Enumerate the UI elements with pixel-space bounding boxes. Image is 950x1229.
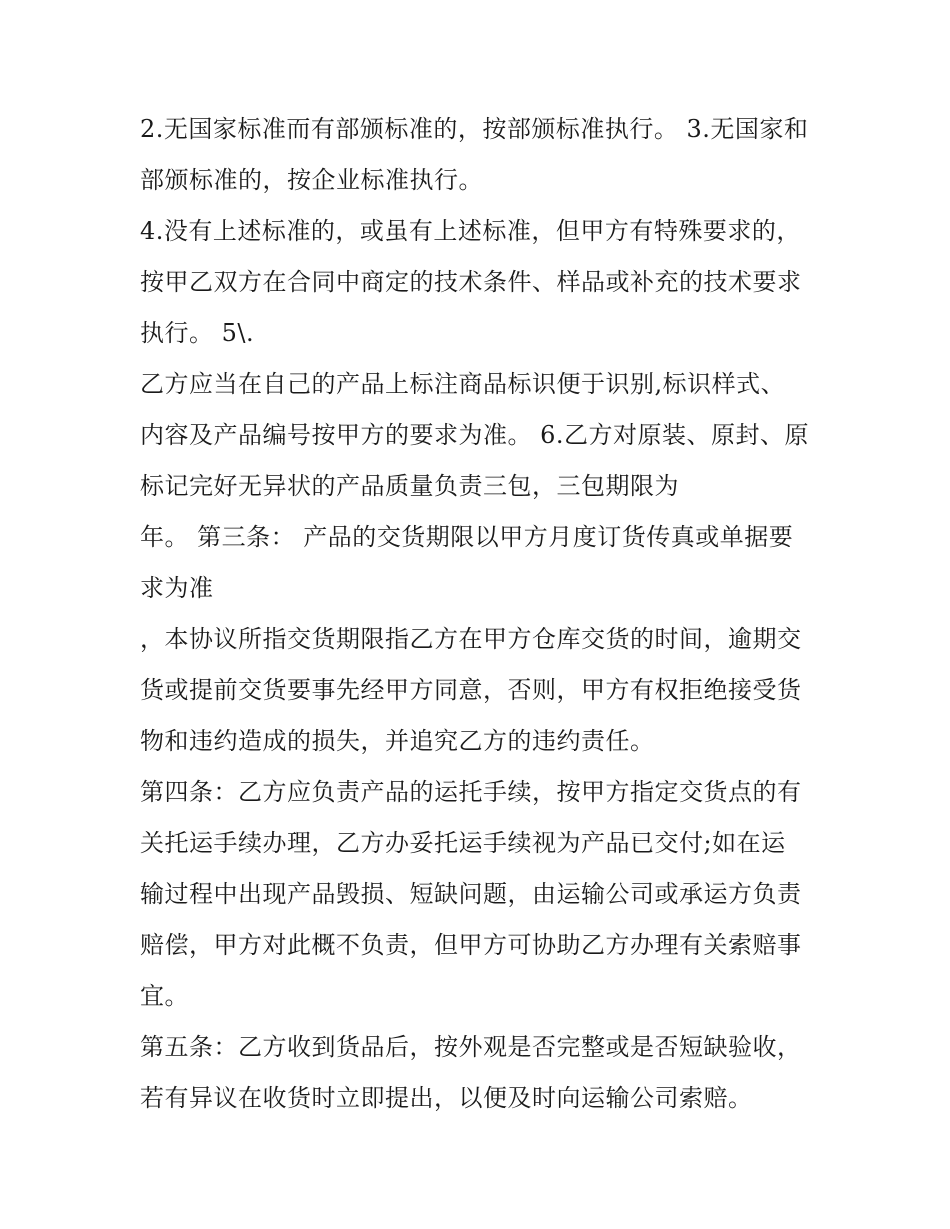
text-line: 求为准 <box>140 574 214 602</box>
document-body <box>140 104 820 1124</box>
text-line: 4.没有上述标准的，或虽有上述标准，但甲方有特殊要求的， <box>140 217 801 245</box>
text-line: 输过程中出现产品毁损、短缺问题，由运输公司或承运方负责 <box>140 880 802 908</box>
text-line: 赔偿，甲方对此概不负责，但甲方可协助乙方办理有关索赔事 <box>140 931 802 959</box>
text-line: 若有异议在收货时立即提出，以便及时向运输公司索赔。 <box>140 1084 753 1112</box>
text-line: 物和违约造成的损失，并追究乙方的违约责任。 <box>140 727 655 755</box>
text-line: 执行。 5\. <box>140 319 255 347</box>
text-line: 按甲乙双方在合同中商定的技术条件、样品或补充的技术要求 <box>140 268 802 296</box>
text-line: 第五条：乙方收到货品后，按外观是否完整或是否短缺验收， <box>140 1033 802 1061</box>
text-line: 标记完好无异状的产品质量负责三包，三包期限为 <box>140 472 679 500</box>
text-line: 货或提前交货要事先经甲方同意，否则，甲方有权拒绝接受货 <box>140 676 802 704</box>
text-line: 2.无国家标准而有部颁标准的，按部颁标准执行。 3.无国家和 <box>140 115 809 143</box>
text-line: 部颁标准的，按企业标准执行。 <box>140 166 483 194</box>
text-line: 年。 第三条： 产品的交货期限以甲方月度订货传真或单据要 <box>140 523 794 551</box>
text-line: 乙方应当在自己的产品上标注商品标识便于识别,标识样式、 <box>140 370 786 398</box>
text-line: ，本协议所指交货期限指乙方在甲方仓库交货的时间，逾期交 <box>140 625 802 653</box>
text-line: 内容及产品编号按甲方的要求为准。 6.乙方对原装、原封、原 <box>140 421 810 449</box>
text-line: 第四条：乙方应负责产品的运托手续，按甲方指定交货点的有 <box>140 778 802 806</box>
text-line: 关托运手续办理，乙方办妥托运手续视为产品已交付;如在运 <box>140 829 786 857</box>
text-line: 宜。 <box>140 982 189 1010</box>
